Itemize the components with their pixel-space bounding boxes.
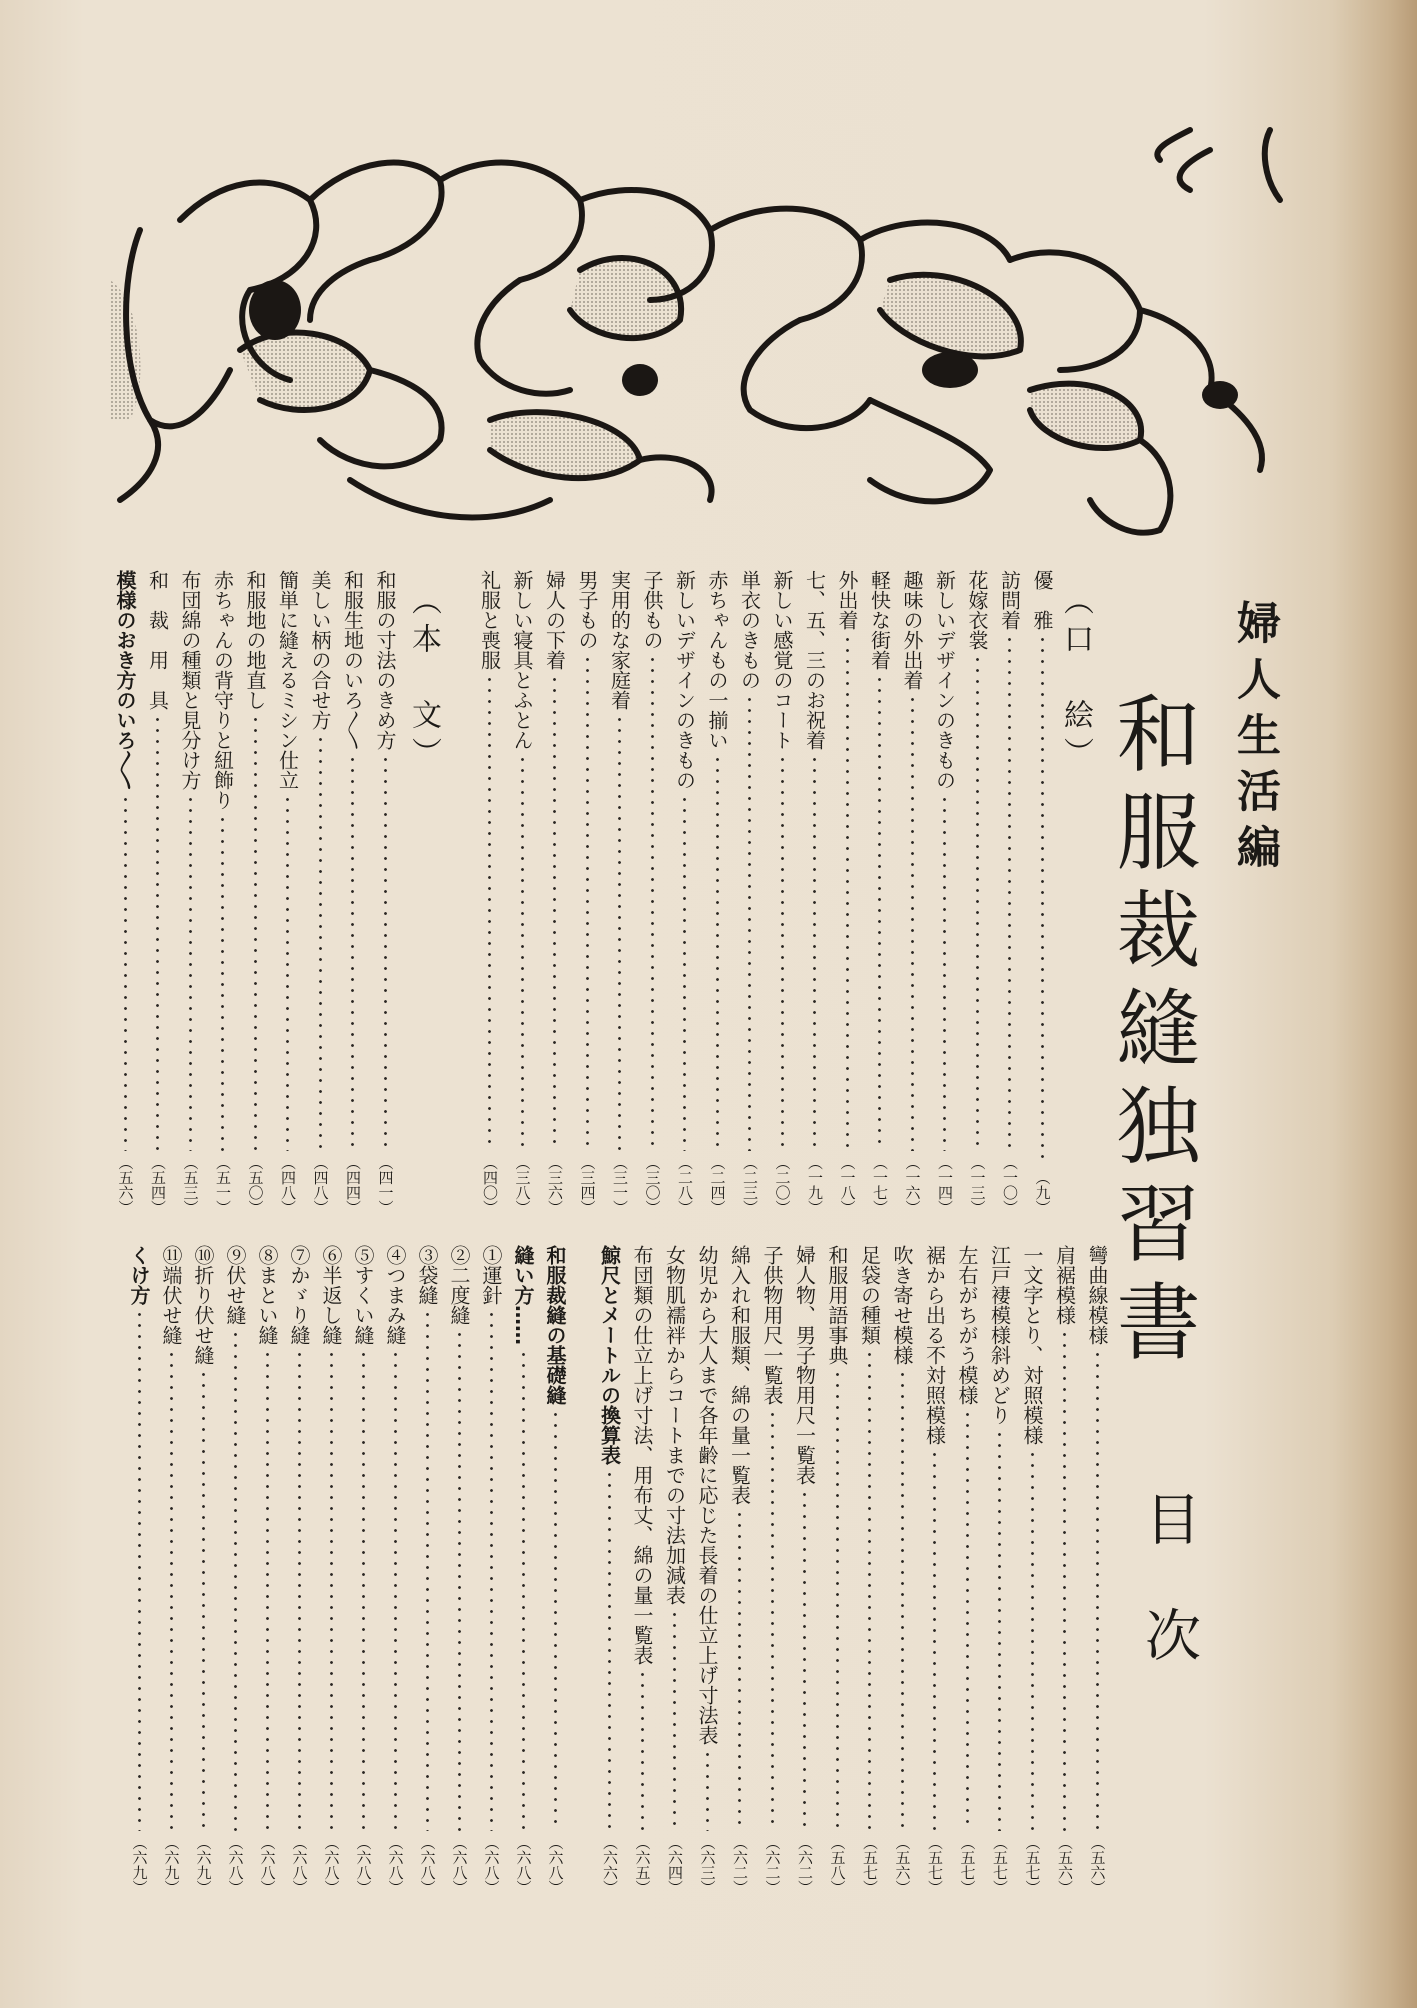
- contents-heading: 目次: [1136, 1490, 1201, 1722]
- toc-entry: [760, 1245, 784, 1895]
- toc-entry: [351, 1245, 375, 1895]
- toc-leader-dots: [673, 1609, 676, 1831]
- toc-entry-page: （五六）: [893, 1835, 912, 1895]
- toc-leader-dots: [683, 794, 686, 1151]
- toc-leader-dots: [933, 1449, 936, 1831]
- toc-leader-dots: [716, 754, 719, 1151]
- toc-entry-title: くけ方: [127, 1245, 151, 1305]
- toc-entry: [373, 570, 397, 1215]
- toc-entry: [923, 1245, 947, 1895]
- toc-leader-dots: [803, 1489, 806, 1831]
- toc-entry: [705, 570, 729, 1215]
- toc-entry-title: 新しいデザインのきもの: [932, 570, 957, 790]
- toc-entry-title: 和服の寸法のきめ方: [373, 570, 397, 750]
- section-heading-kuchie: （口 絵）: [1058, 585, 1093, 775]
- toc-leader-dots: [156, 714, 159, 1151]
- toc-entry: [803, 570, 827, 1215]
- toc-entry-title: 単衣のきもの: [737, 570, 762, 690]
- toc-entry-page: （一七）: [871, 1155, 889, 1215]
- toc-entry: [211, 570, 235, 1215]
- toc-leader-dots: [170, 1349, 173, 1831]
- toc-entry: [933, 570, 957, 1215]
- toc-leader-dots: [976, 654, 979, 1151]
- toc-entry: [1053, 1245, 1077, 1895]
- toc-leader-dots: [553, 674, 556, 1151]
- toc-leader-dots: [1008, 634, 1011, 1151]
- toc-entry-title: 吹き寄せ模様: [890, 1245, 914, 1365]
- toc-entry-page: （一八）: [838, 1155, 857, 1215]
- toc-entry-title: 訪問着: [997, 570, 1022, 630]
- toc-leader-dots: [608, 1469, 611, 1831]
- toc-entry: [900, 570, 924, 1215]
- toc-entry-title: 子供もの: [640, 570, 664, 650]
- toc-entry: [341, 570, 365, 1215]
- toc-entry: [287, 1245, 311, 1895]
- toc-leader-dots: [846, 634, 849, 1151]
- toc-entry-page: （六二）: [731, 1835, 749, 1895]
- toc-entry-page: （六八）: [514, 1835, 533, 1895]
- toc-entry: [511, 1245, 535, 1895]
- toc-entry-page: （六八）: [546, 1835, 565, 1895]
- toc-entry: [243, 570, 267, 1215]
- toc-entry-page: （六八）: [450, 1835, 469, 1895]
- toc-entry-page: （三一）: [611, 1155, 629, 1215]
- toc-entry-title: 女物肌襦袢からコートまでの寸法加減表: [662, 1245, 687, 1605]
- toc-entry: [630, 1245, 654, 1895]
- toc-entry: [640, 570, 664, 1215]
- toc-entry-title: 七、五、三のお祝着: [802, 570, 827, 750]
- toc-leader-dots: [394, 1349, 397, 1831]
- toc-entry-page: （六九）: [130, 1835, 149, 1895]
- section-heading-honbun: （本 文）: [406, 585, 441, 775]
- toc-entry-title: 子供物用尺一覧表: [760, 1245, 784, 1405]
- toc-entry: [738, 570, 762, 1215]
- toc-leader-dots: [738, 1509, 741, 1831]
- toc-entry-title: 鯨尺とメートルの換算表: [597, 1245, 622, 1465]
- toc-entry-page: （一四）: [936, 1155, 954, 1215]
- toc-entry-title: 裾から出る不対照模様: [922, 1245, 947, 1445]
- toc-leader-dots: [330, 1349, 333, 1831]
- toc-entry: [858, 1245, 882, 1895]
- toc-entry-title: 実用的な家庭着: [607, 570, 632, 710]
- toc-entry: [1085, 1245, 1109, 1895]
- toc-entry-page: （五七）: [926, 1835, 944, 1895]
- toc-entry-page: （六八）: [354, 1835, 373, 1895]
- toc-entry-title: 彎曲線模様: [1085, 1245, 1109, 1345]
- toc-entry-title: 新しい寝具とふとん: [510, 570, 534, 750]
- series-label: 婦人生活編: [1229, 600, 1280, 880]
- toc-entry-page: （六九）: [162, 1835, 181, 1895]
- toc-entry-title: 江戸褄模様斜めどり: [987, 1245, 1012, 1425]
- toc-entry: [825, 1245, 849, 1895]
- toc-leader-dots: [221, 814, 224, 1151]
- toc-entry-page: （四一）: [376, 1155, 395, 1215]
- toc-entry-title: 和服裁縫の基礎縫: [543, 1245, 567, 1405]
- toc-entry: [127, 1245, 151, 1895]
- toc-entry: [543, 1245, 567, 1895]
- toc-entry-title: ②二度縫: [447, 1245, 471, 1325]
- toc-entry-page: （一六）: [903, 1155, 922, 1215]
- toc-entry-title: ③袋縫: [415, 1245, 439, 1305]
- toc-entry: [479, 1245, 503, 1895]
- toc-leader-dots: [586, 654, 589, 1151]
- toc-entry-title: ④つまみ縫: [383, 1245, 407, 1345]
- toc-entry-page: （三八）: [513, 1155, 532, 1215]
- toc-leader-dots: [878, 674, 881, 1151]
- toc-leader-dots: [124, 794, 127, 1151]
- toc-entry-page: （一九）: [806, 1155, 824, 1215]
- toc-leader-dots: [911, 694, 914, 1151]
- toc-entry: [868, 570, 892, 1215]
- toc-entry-page: （六二）: [796, 1835, 814, 1895]
- toc-entry-page: （五八）: [828, 1835, 847, 1895]
- toc-leader-dots: [554, 1409, 557, 1831]
- toc-entry-page: （三四）: [578, 1155, 597, 1215]
- toc-entry-title: 婦人物、男子物用尺一覧表: [792, 1245, 817, 1485]
- toc-entry-title: 足袋の種類: [857, 1245, 882, 1345]
- toc-entry-page: （五七）: [1023, 1835, 1042, 1895]
- toc-entry-page: （二八）: [676, 1155, 694, 1215]
- toc-entry: [383, 1245, 407, 1895]
- toc-entry: [255, 1245, 279, 1895]
- toc-leader-dots: [618, 714, 621, 1151]
- toc-entry-page: （六八）: [418, 1835, 437, 1895]
- toc-leader-dots: [138, 1309, 141, 1831]
- toc-entry: [663, 1245, 687, 1895]
- toc-entry: [890, 1245, 914, 1895]
- toc-entry-title: ⑩折り伏せ縫: [191, 1245, 215, 1365]
- toc-leader-dots: [521, 754, 524, 1151]
- toc-entry-title: 新しいデザインのきもの: [672, 570, 697, 790]
- toc-leader-dots: [384, 754, 387, 1151]
- toc-entry-title: 軽快な街着: [867, 570, 892, 670]
- toc-leader-dots: [901, 1369, 904, 1831]
- toc-leader-dots: [458, 1329, 461, 1831]
- toc-entry: [510, 570, 534, 1215]
- toc-entry-title: 布団類の仕立上げ寸法、用布丈、綿の量一覧表: [630, 1245, 654, 1665]
- toc-entry-title: 新しい感覚のコート: [770, 570, 794, 750]
- toc-entry: [146, 570, 170, 1215]
- toc-leader-dots: [286, 794, 289, 1151]
- toc-entry-title: 花嫁衣裳: [965, 570, 989, 650]
- toc-entry: [965, 570, 989, 1215]
- toc-leader-dots: [254, 714, 257, 1151]
- toc-leader-dots: [189, 794, 192, 1151]
- toc-entry-page: （六八）: [290, 1835, 309, 1895]
- toc-entry-title: 一文字とり、対照模様: [1020, 1245, 1044, 1445]
- toc-entry-page: （五六）: [1056, 1835, 1074, 1895]
- toc-leader-dots: [943, 794, 946, 1151]
- toc-entry-page: （一〇）: [1001, 1155, 1019, 1215]
- toc-entry-page: （五三）: [181, 1155, 200, 1215]
- toc-entry-page: （六三）: [698, 1835, 717, 1895]
- toc-entry-title: 左右がちがう模様: [955, 1245, 979, 1405]
- toc-entry-title: 優 雅: [1030, 570, 1054, 630]
- toc-entry: [575, 570, 599, 1215]
- toc-leader-dots: [1063, 1329, 1066, 1831]
- toc-entry-page: （九）: [1033, 1170, 1052, 1215]
- toc-entry-page: （六八）: [258, 1835, 277, 1895]
- toc-leader-dots: [522, 1349, 525, 1831]
- toc-entry: [478, 570, 502, 1215]
- toc-entry-title: 外出着: [835, 570, 859, 630]
- toc-entry: [793, 1245, 817, 1895]
- toc-entry: [191, 1245, 215, 1895]
- toc-entry-page: （三〇）: [643, 1155, 662, 1215]
- toc-entry-page: （二四）: [708, 1155, 727, 1215]
- toc-entry-title: ⑥半返し縫: [319, 1245, 343, 1345]
- toc-entry-title: 肩裾模様: [1052, 1245, 1077, 1325]
- toc-entry-page: （四〇）: [481, 1155, 499, 1215]
- toc-leader-dots: [426, 1309, 429, 1831]
- toc-leader-dots: [351, 754, 354, 1151]
- toc-entry-page: （五六）: [1088, 1835, 1107, 1895]
- flower-illustration: [110, 120, 1290, 550]
- toc-entry-title: 簡単に縫えるミシン仕立: [275, 570, 300, 790]
- toc-entry-title: 趣味の外出着: [900, 570, 924, 690]
- toc-entry-page: （五七）: [861, 1835, 879, 1895]
- toc-entry-page: （六六）: [601, 1835, 619, 1895]
- toc-leader-dots: [266, 1349, 269, 1831]
- toc-entry-title: 和 裁 用 具: [145, 570, 170, 710]
- toc-leader-dots: [641, 1669, 644, 1831]
- toc-entry-page: （五一）: [214, 1155, 232, 1215]
- toc-entry: [770, 570, 794, 1215]
- toc-leader-dots: [362, 1349, 365, 1831]
- toc-entry-title: 男子もの: [575, 570, 599, 650]
- toc-entry: [178, 570, 202, 1215]
- toc-leader-dots: [1031, 1449, 1034, 1831]
- toc-entry-page: （一三）: [968, 1155, 987, 1215]
- toc-entry: [608, 570, 632, 1215]
- toc-entry-page: （五四）: [149, 1155, 167, 1215]
- toc-leader-dots: [771, 1409, 774, 1831]
- toc-entry: [543, 570, 567, 1215]
- toc-entry: [308, 570, 332, 1215]
- toc-leader-dots: [202, 1369, 205, 1831]
- toc-entry-page: （六八）: [226, 1835, 245, 1895]
- toc-leader-dots: [781, 754, 784, 1151]
- toc-entry-title: 和服地の地直し: [243, 570, 267, 710]
- toc-entry-page: （六八）: [386, 1835, 405, 1895]
- toc-entry-page: （三六）: [546, 1155, 564, 1215]
- toc-entry-title: 和服生地のいろ〱: [340, 570, 365, 750]
- toc-entry-page: （六四）: [666, 1835, 684, 1895]
- toc-entry-title: 赤ちゃんもの一揃い: [705, 570, 729, 750]
- toc-entry: [415, 1245, 439, 1895]
- toc-entry-page: （六八）: [322, 1835, 341, 1895]
- toc-entry-page: （六八）: [482, 1835, 501, 1895]
- toc-entry-title: ⑪端伏せ縫: [159, 1245, 183, 1345]
- toc-entry-page: （四四）: [344, 1155, 362, 1215]
- toc-entry-page: （六五）: [633, 1835, 652, 1895]
- toc-entry-title: 礼服と喪服: [477, 570, 502, 670]
- toc-entry-title: 布団綿の種類と見分け方: [178, 570, 202, 790]
- toc-leader-dots: [651, 654, 654, 1151]
- toc-leader-dots: [1096, 1349, 1099, 1831]
- toc-entry: [673, 570, 697, 1215]
- toc-entry-page: （五〇）: [246, 1155, 265, 1215]
- toc-leader-dots: [1041, 634, 1044, 1166]
- toc-entry: [113, 570, 137, 1215]
- toc-entry: [598, 1245, 622, 1895]
- toc-entry-title: ⑧まとい縫: [255, 1245, 279, 1345]
- toc-leader-dots: [488, 674, 491, 1151]
- toc-entry: [955, 1245, 979, 1895]
- toc-entry-title: ⑦かゞり縫: [287, 1245, 311, 1345]
- toc-entry-title: 美しい柄の合せ方: [308, 570, 332, 730]
- toc-entry: [835, 570, 859, 1215]
- toc-entry-page: （六九）: [194, 1835, 213, 1895]
- toc-leader-dots: [234, 1329, 237, 1831]
- toc-entry-title: 婦人の下着: [542, 570, 567, 670]
- toc-entry: [1020, 1245, 1044, 1895]
- toc-entry: [319, 1245, 343, 1895]
- toc-leader-dots: [813, 754, 816, 1151]
- toc-entry-title: 赤ちゃんの背守りと紐飾り: [210, 570, 235, 810]
- toc-entry-page: （六二）: [763, 1835, 782, 1895]
- toc-entry-title: 幼児から大人まで各年齢に応じた長着の仕立上げ寸法表: [695, 1245, 719, 1745]
- toc-entry-page: （二〇）: [773, 1155, 792, 1215]
- toc-entry-title: 和服用語事典: [825, 1245, 849, 1365]
- toc-entry: [223, 1245, 247, 1895]
- toc-entry: [988, 1245, 1012, 1895]
- toc-entry-title: ⑤すくい縫: [351, 1245, 375, 1345]
- toc-entry-title: ⑨伏せ縫: [223, 1245, 247, 1325]
- toc-leader-dots: [836, 1369, 839, 1831]
- toc-entry-page: （五七）: [958, 1835, 977, 1895]
- toc-entry: [998, 570, 1022, 1215]
- toc-leader-dots: [319, 734, 322, 1151]
- toc-leader-dots: [490, 1309, 493, 1831]
- toc-entry-title: 模様のおき方のいろ〱: [113, 570, 137, 790]
- toc-leader-dots: [868, 1349, 871, 1831]
- toc-entry-page: （五七）: [991, 1835, 1009, 1895]
- toc-entry: [695, 1245, 719, 1895]
- toc-entry-title: ①運針: [479, 1245, 503, 1305]
- toc-entry: [447, 1245, 471, 1895]
- toc-entry: [728, 1245, 752, 1895]
- toc-entry-page: （四八）: [311, 1155, 330, 1215]
- toc-entry-page: （五六）: [116, 1155, 135, 1215]
- toc-entry-title: 綿入れ和服類、綿の量一覧表: [727, 1245, 752, 1505]
- toc-entry: [276, 570, 300, 1215]
- toc-entry: [159, 1245, 183, 1895]
- toc-leader-dots: [998, 1429, 1001, 1831]
- toc-entry: [1030, 570, 1054, 1215]
- toc-entry-title: 縫い方……: [511, 1245, 535, 1345]
- book-title: 和服裁縫独習書: [1103, 690, 1201, 1376]
- toc-entry-page: （二三）: [741, 1155, 759, 1215]
- toc-leader-dots: [966, 1409, 969, 1831]
- toc-leader-dots: [748, 694, 751, 1151]
- toc-entry-page: （四八）: [279, 1155, 297, 1215]
- toc-leader-dots: [298, 1349, 301, 1831]
- toc-leader-dots: [706, 1749, 709, 1831]
